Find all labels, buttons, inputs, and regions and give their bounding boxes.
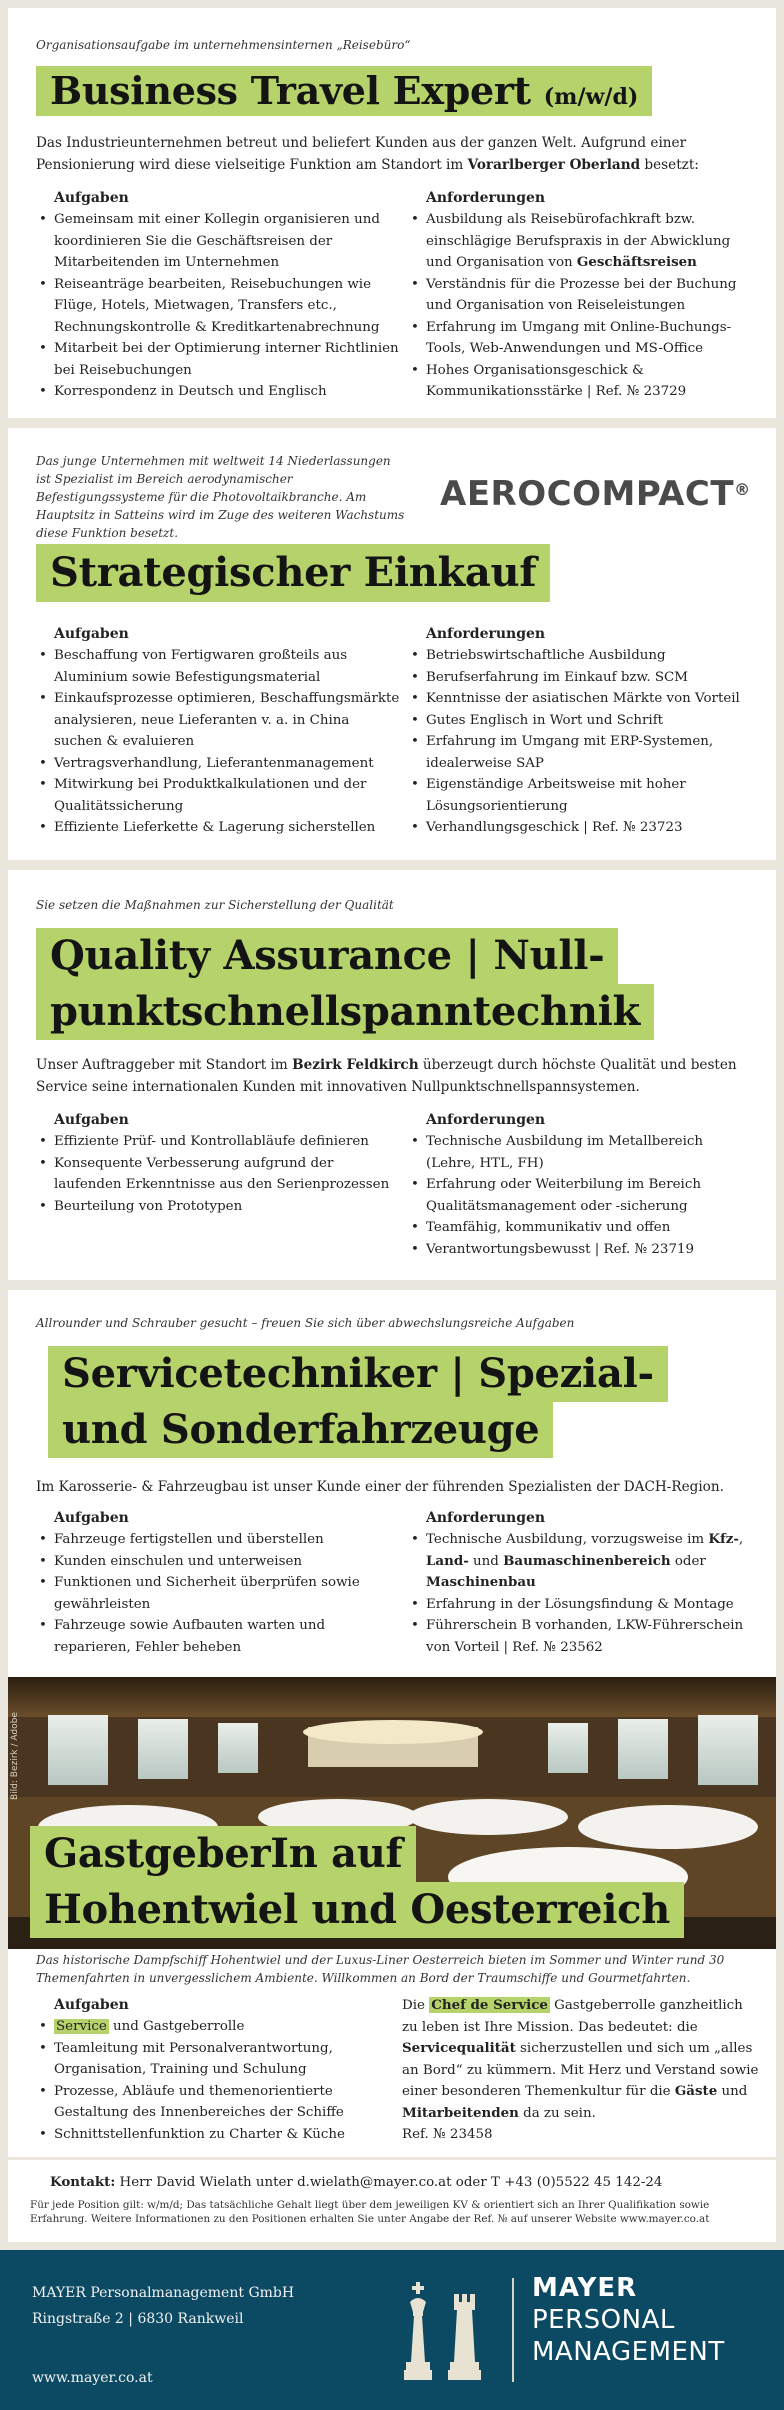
list-item: • Service und Gastgeberrolle	[36, 2016, 401, 2038]
requirements-column	[408, 1508, 753, 1658]
job-title-line-2: und Sonderfahrzeuge	[62, 1406, 540, 1453]
list-item: • Mitarbeit bei der Optimierung interner Richtlinien bei Reisebuchungen	[36, 338, 401, 381]
aerocompact-logo: AEROCOMPACT®	[440, 474, 751, 514]
job-title: Strategischer Einkauf	[50, 549, 537, 596]
list-item: • Berufserfahrung im Einkauf bzw. SCM	[408, 667, 753, 689]
photo-credit: Bild: Bezirk / Adobe	[10, 1712, 20, 1800]
list-item: • Technische Ausbildung, vorzugsweise im Kfz-, Land- und Baumaschinenbereich oder Maschinenbau	[408, 1529, 753, 1594]
job-intro: Das junge Unternehmen mit weltweit 14 Niederlassungen ist Spezialist im Bereich aerodynamischer Befestigungssysteme für die Photovoltaikbranche. Am Hauptsitz in Satteins wird im Zuge des weiteren Wachstums diese Funktion besetzt.	[36, 454, 405, 540]
requirements-heading: Anforderungen	[426, 1112, 546, 1128]
brand-line-1: MAYER	[532, 2273, 638, 2303]
job-lead: Das Industrieunternehmen betreut und beliefert Kunden aus der ganzen Welt. Aufgrund einer Pensionierung wird diese vielseitige Funktion am Standort im Vorarlberger Oberland besetzt:	[36, 135, 699, 173]
list-item: • Vertragsverhandlung, Lieferantenmanagement	[36, 753, 401, 775]
list-item: • Erfahrung im Umgang mit Online-Buchungs-Tools, Web-Anwendungen und MS-Office	[408, 317, 753, 360]
company-name: MAYER Personalmanagement GmbH	[32, 2285, 295, 2301]
list-item: • Reiseanträge bearbeiten, Reisebuchungen wie Flüge, Hotels, Mietwagen, Transfers etc., Rechnungskontrolle & Kreditkartenabrechnung	[36, 274, 401, 339]
list-item: • Einkaufsprozesse optimieren, Beschaffungsmärkte analysieren, neue Lieferanten v. a. in China suchen & evaluieren	[36, 688, 401, 753]
footer	[0, 2250, 784, 2410]
tasks-heading: Aufgaben	[54, 190, 129, 206]
requirements-heading: Anforderungen	[426, 1510, 546, 1526]
list-item: • Teamleitung mit Personalverantwortung, Organisation, Training und Schulung	[36, 2038, 401, 2081]
footer-divider	[512, 2278, 514, 2382]
list-item: • Erfahrung in der Lösungsfindung & Montage	[408, 1594, 753, 1616]
list-item: • Fahrzeuge sowie Aufbauten warten und reparieren, Fehler beheben	[36, 1615, 401, 1658]
list-item: • Teamfähig, kommunikativ und offen	[408, 1217, 753, 1239]
job-title-box	[30, 1882, 684, 1938]
street-address: Ringstraße 2 | 6830 Rankweil	[32, 2311, 244, 2327]
reference-number: Ref. № 23458	[402, 2127, 493, 2142]
description-text: Die Chef de Service Gastgeberrolle ganzheitlich zu leben ist Ihre Mission. Das bedeutet: die Servicequalität sicherzustellen und sich um „alles an Bord“ zu kümmern. Mit Herz und Verstand sowie einer besonderen Themenkultur für die Gäste und Mitarbeitenden da zu sein.	[402, 1997, 759, 2121]
job-title: Business Travel Expert (m/w/d)	[50, 68, 639, 113]
list-item: • Effiziente Prüf- und Kontrollabläufe definieren	[36, 1131, 401, 1153]
job-title-box	[36, 928, 618, 984]
list-item: • Fahrzeuge fertigstellen und überstellen	[36, 1529, 401, 1551]
job-title-box	[36, 544, 550, 602]
tasks-column	[36, 1995, 401, 2145]
job-title-box	[36, 66, 652, 116]
list-item: • Korrespondenz in Deutsch und Englisch	[36, 381, 401, 403]
list-item: • Prozesse, Abläufe und themenorientierte Gestaltung des Innenbereiches der Schiffe	[36, 2081, 401, 2124]
list-item: • Beschaffung von Fertigwaren großteils aus Aluminium sowie Befestigungsmaterial	[36, 645, 401, 688]
list-item: • Verhandlungsgeschick | Ref. № 23723	[408, 817, 753, 839]
job-intro: Das historische Dampfschiff Hohentwiel und der Luxus-Liner Oesterreich bieten im Sommer und Winter rund 30 Themenfahrten in unvergesslichem Ambiente. Willkommen an Bord der Traumschiffe und Gourmetfahrten.	[36, 1953, 725, 1985]
website-link[interactable]: www.mayer.co.at	[32, 2370, 153, 2386]
company-address	[32, 2280, 294, 2332]
list-item: • Mitwirkung bei Produktkalkulationen und der Qualitätssicherung	[36, 774, 401, 817]
tasks-heading: Aufgaben	[54, 1112, 129, 1128]
job-card-quality-assurance	[8, 870, 776, 1280]
list-item: • Konsequente Verbesserung aufgrund der laufenden Erkenntnisse aus den Serienprozessen	[36, 1153, 401, 1196]
mayer-brand-logo	[532, 2272, 725, 2368]
list-item: • Kunden einschulen und unterweisen	[36, 1551, 401, 1573]
tasks-heading: Aufgaben	[54, 1997, 129, 2013]
job-title-box	[48, 1402, 553, 1458]
tasks-column	[36, 1508, 401, 1658]
requirements-heading: Anforderungen	[426, 626, 546, 642]
job-title-box	[36, 984, 654, 1040]
list-item: • Erfahrung oder Weiterbilung im Bereich Qualitätsmanagement oder -sicherung	[408, 1174, 753, 1217]
job-title-line-1: GastgeberIn auf	[44, 1830, 403, 1877]
contact-note: Für jede Position gilt: w/m/d; Das tatsächliche Gehalt liegt über dem jeweiligen KV & orientiert sich an Ihrer Qualifikation sowie Erfahrung. Weitere Informationen zu den Positionen erhalten Sie unter Angabe der Ref. № auf unserer Website www.mayer.co.at	[30, 2199, 710, 2225]
list-item: • Hohes Organisationsgeschick & Kommunikationsstärke | Ref. № 23729	[408, 360, 753, 403]
job-card-servicetechniker	[8, 1290, 776, 1677]
list-item: • Gemeinsam mit einer Kollegin organisieren und koordinieren Sie die Geschäftsreisen der Mitarbeitenden im Unternehmen	[36, 209, 401, 274]
list-item: • Kenntnisse der asiatischen Märkte von Vorteil	[408, 688, 753, 710]
list-item: • Verantwortungsbewusst | Ref. № 23719	[408, 1239, 753, 1261]
description-column	[402, 1995, 762, 2146]
job-lead: Unser Auftraggeber mit Standort im Bezirk Feldkirch überzeugt durch höchste Qualität und besten Service seine internationalen Kunden mit innovativen Nullpunktschnellspannsystemen.	[36, 1057, 737, 1095]
job-title-line-2: punktschnellspanntechnik	[50, 988, 640, 1035]
list-item: • Effiziente Lieferkette & Lagerung sicherstellen	[36, 817, 401, 839]
job-intro: Sie setzen die Maßnahmen zur Sicherstellung der Qualität	[36, 898, 394, 912]
brand-line-3: MANAGEMENT	[532, 2337, 725, 2367]
job-card-strategischer-einkauf	[8, 428, 776, 860]
list-item: • Funktionen und Sicherheit überprüfen sowie gewährleisten	[36, 1572, 401, 1615]
list-item: • Ausbildung als Reisebürofachkraft bzw. einschlägige Berufspraxis in der Abwicklung und Organisation von Geschäftsreisen	[408, 209, 753, 274]
tasks-heading: Aufgaben	[54, 626, 129, 642]
tasks-column	[36, 624, 401, 839]
tasks-column	[36, 1110, 401, 1217]
job-card-business-travel	[8, 8, 776, 418]
list-item: • Schnittstellenfunktion zu Charter & Küche	[36, 2124, 401, 2146]
tasks-heading: Aufgaben	[54, 1510, 129, 1526]
list-item: • Erfahrung im Umgang mit ERP-Systemen, idealerweise SAP	[408, 731, 753, 774]
requirements-column	[408, 1110, 753, 1260]
job-title-line-1: Servicetechniker | Spezial-	[62, 1350, 654, 1397]
list-item: • Eigenständige Arbeitsweise mit hoher Lösungsorientierung	[408, 774, 753, 817]
job-title-line-2: Hohentwiel und Oesterreich	[44, 1886, 670, 1933]
job-title-line-1: Quality Assurance | Null-	[50, 932, 605, 979]
requirements-column	[408, 188, 753, 403]
contact-line: Kontakt: Herr David Wielath unter d.wielath@mayer.co.at oder T +43 (0)5522 45 142-24	[50, 2174, 663, 2190]
brand-line-2: PERSONAL	[532, 2305, 675, 2335]
requirements-column	[408, 624, 753, 839]
list-item: • Technische Ausbildung im Metallbereich (Lehre, HTL, FH)	[408, 1131, 753, 1174]
job-title-box	[30, 1826, 416, 1882]
chess-pieces-logo-icon	[400, 2280, 490, 2384]
job-intro: Organisationsaufgabe im unternehmensinternen „Reisebüro“	[36, 38, 411, 52]
job-title-box	[48, 1346, 668, 1402]
list-item: • Führerschein B vorhanden, LKW-Führerschein von Vorteil | Ref. № 23562	[408, 1615, 753, 1658]
list-item: • Verständnis für die Prozesse bei der Buchung und Organisation von Reiseleistungen	[408, 274, 753, 317]
list-item: • Betriebswirtschaftliche Ausbildung	[408, 645, 753, 667]
job-lead: Im Karosserie- & Fahrzeugbau ist unser Kunde einer der führenden Spezialisten der DACH-Region.	[36, 1479, 724, 1495]
contact-section	[8, 2160, 776, 2242]
tasks-column	[36, 188, 401, 403]
job-card-gastgeberin	[8, 1949, 776, 2157]
job-intro: Allrounder und Schrauber gesucht – freuen Sie sich über abwechslungsreiche Aufgaben	[36, 1316, 575, 1330]
requirements-heading: Anforderungen	[426, 190, 546, 206]
list-item: • Beurteilung von Prototypen	[36, 1196, 401, 1218]
list-item: • Gutes Englisch in Wort und Schrift	[408, 710, 753, 732]
